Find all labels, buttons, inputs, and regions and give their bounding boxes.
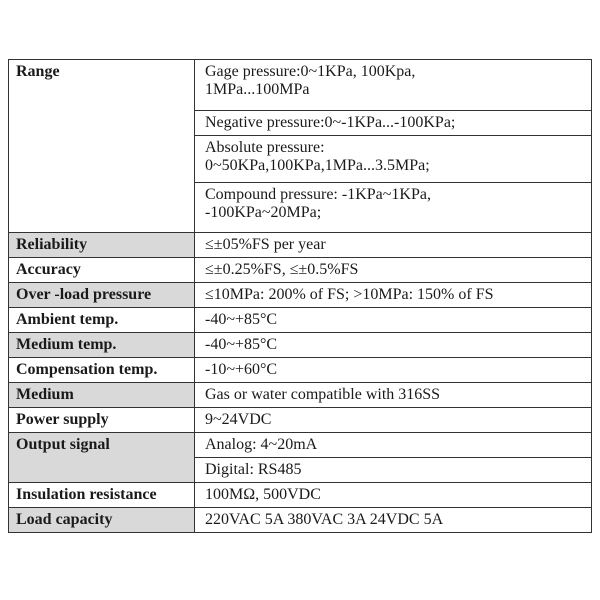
row-label: Power supply <box>9 408 195 433</box>
table-row-range <box>9 60 592 111</box>
table-row-insulation-resistance <box>9 483 592 508</box>
value-line: -100KPa~20MPa; <box>205 204 322 221</box>
row-label: Accuracy <box>9 258 195 283</box>
table-row-power-supply <box>9 408 592 433</box>
row-value <box>195 111 592 136</box>
row-label: Insulation resistance <box>9 483 195 508</box>
value-line: Compound pressure: -1KPa~1KPa, <box>205 186 431 203</box>
row-label: Output signal <box>9 433 195 483</box>
value-line: Negative pressure:0~-1KPa...-100KPa; <box>205 114 456 131</box>
row-value: ≤10MPa: 200% of FS; >10MPa: 150% of FS <box>195 283 592 308</box>
table-row-load-capacity <box>9 508 592 533</box>
table-row-overload-pressure <box>9 283 592 308</box>
table-row-ambient-temp <box>9 308 592 333</box>
table-row-accuracy <box>9 258 592 283</box>
row-value: -40~+85°C <box>195 333 592 358</box>
row-value: Gas or water compatible with 316SS <box>195 383 592 408</box>
row-label: Load capacity <box>9 508 195 533</box>
row-label: Medium <box>9 383 195 408</box>
row-value: 9~24VDC <box>195 408 592 433</box>
table-row-output-signal <box>9 433 592 458</box>
table-row-compensation-temp <box>9 358 592 383</box>
row-value: ≤±05%FS per year <box>195 233 592 258</box>
row-value: Digital: RS485 <box>195 458 592 483</box>
row-value: -10~+60°C <box>195 358 592 383</box>
row-label: Compensation temp. <box>9 358 195 383</box>
value-line: 1MPa...100MPa <box>205 81 310 98</box>
row-value <box>195 136 592 183</box>
row-label: Range <box>9 60 195 233</box>
row-value <box>195 183 592 233</box>
value-line: 0~50KPa,100KPa,1MPa...3.5MPa; <box>205 157 430 174</box>
row-value: ≤±0.25%FS, ≤±0.5%FS <box>195 258 592 283</box>
table-row-medium-temp <box>9 333 592 358</box>
value-line: Absolute pressure: <box>205 139 325 156</box>
row-value: Analog: 4~20mA <box>195 433 592 458</box>
value-line: Gage pressure:0~1KPa, 100Kpa, <box>205 63 416 80</box>
row-label: Over -load pressure <box>9 283 195 308</box>
row-value: -40~+85°C <box>195 308 592 333</box>
row-value: 220VAC 5A 380VAC 3A 24VDC 5A <box>195 508 592 533</box>
row-label: Medium temp. <box>9 333 195 358</box>
row-label: Reliability <box>9 233 195 258</box>
row-value <box>195 60 592 111</box>
spec-table <box>8 59 592 533</box>
row-label: Ambient temp. <box>9 308 195 333</box>
table-row-reliability <box>9 233 592 258</box>
row-value: 100MΩ, 500VDC <box>195 483 592 508</box>
table-row-medium <box>9 383 592 408</box>
